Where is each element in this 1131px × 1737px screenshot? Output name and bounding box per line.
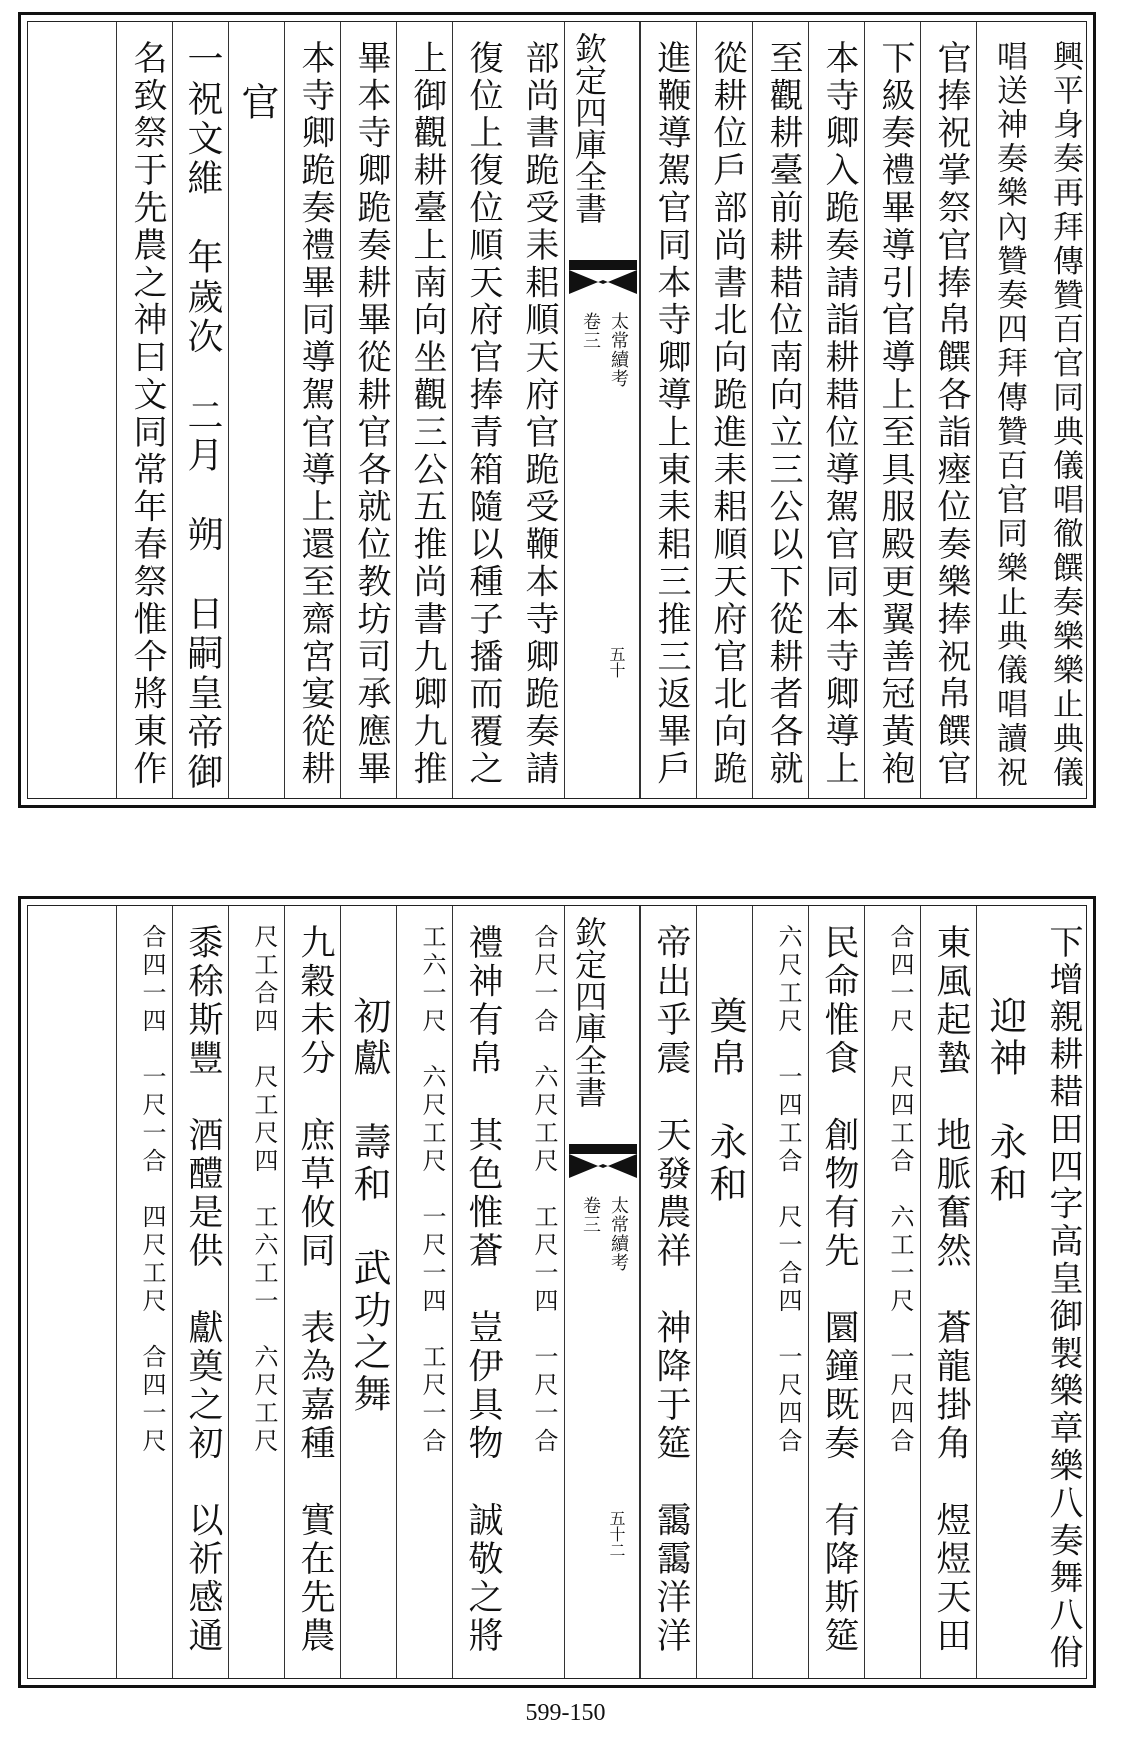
leaf-number: 五十 (607, 646, 626, 678)
text-column: 初獻 壽和 武功之舞 (340, 906, 396, 1678)
text-column: 進鞭導駕官同本寺卿導上東耒耜三推三返畢戶 (640, 22, 696, 798)
leaf-number: 五十二 (607, 1510, 626, 1558)
text-column: 上御觀耕臺上南向坐觀三公五推尚書九卿九推 (396, 22, 452, 798)
page-top (18, 12, 1096, 808)
page-bottom (18, 896, 1096, 1688)
text-column: 官捧祝掌祭官捧帛饌各詣瘞位奏樂捧祝帛饌官 (920, 22, 976, 798)
text-column: 帝出乎震 天發農祥 神降于筵 靄靄洋洋 (640, 906, 696, 1678)
text-column: 合四一尺 尺四工合 六工一尺 一尺四合 (864, 906, 920, 1678)
text-column: 合四一四 一尺一合 四尺工尺 合四一尺 (116, 906, 172, 1678)
volume-label: 卷三 (580, 1196, 601, 1234)
text-column: 九穀未分 庶草攸同 表為嘉種 實在先農 (284, 906, 340, 1678)
text-column: 從耕位戶部尚書北向跪進耒耜順天府官北向跪 (696, 22, 752, 798)
text-column: 工六一尺 六尺工尺 一尺一四 工尺一合 (396, 906, 452, 1678)
section-title: 太常續考 (608, 1196, 629, 1272)
text-column: 畢本寺卿跪奏耕畢從耕官各就位教坊司承應畢 (340, 22, 396, 798)
book-title: 欽定四庫全書 (570, 916, 608, 1108)
fishtail-ornament (569, 260, 637, 294)
text-column: 復位上復位順天府官捧青箱隨以種子播而覆之 (452, 22, 508, 798)
text-column: 奠帛 永和 (696, 906, 752, 1678)
page-top-frame (27, 21, 1087, 799)
center-margin (564, 22, 640, 798)
book-title: 欽定四庫全書 (570, 32, 608, 224)
volume-label: 卷三 (580, 312, 601, 350)
text-column: 黍稌斯豐 酒醴是供 獻奠之初 以祈感通 (172, 906, 228, 1678)
text-column: 禮神有帛 其色惟蒼 豈伊具物 誠敬之將 (452, 906, 508, 1678)
text-column: 官 (228, 22, 284, 798)
text-column: 六尺工尺 一四工合 尺一合四 一尺四合 (752, 906, 808, 1678)
text-column: 一祝文維 年歲次 二月 朔 日嗣皇帝御 (172, 22, 228, 798)
center-margin (564, 906, 640, 1678)
section-title: 太常續考 (608, 312, 629, 388)
text-column: 民命惟食 創物有先 圜鐘既奏 有降斯筵 (808, 906, 864, 1678)
text-column: 名致祭于先農之神曰文同常年春祭惟仐將東作 (116, 22, 172, 798)
text-column: 下增親耕耤田四字高皇御製樂章樂八奏舞八佾 (1043, 924, 1083, 1672)
text-column: 唱送神奏樂內贊奏四拜傳贊百官同樂止典儀唱讀祝 (976, 22, 1032, 798)
text-column: 尺工合四 尺工尺四 工六工一 六尺工尺 (228, 906, 284, 1678)
text-column: 至觀耕臺前耕耤位南向立三公以下從耕者各就 (752, 22, 808, 798)
page-bottom-frame (27, 905, 1087, 1679)
text-column: 部尚書跪受耒耜順天府官跪受鞭本寺卿跪奏請 (519, 40, 559, 788)
text-column: 興平身奏再拜傳贊百官同典儀唱徹饌奏樂樂止典儀 (1047, 40, 1083, 791)
text-column: 迎神 永和 (976, 906, 1032, 1678)
text-column: 本寺卿入跪奏請詣耕耤位導駕官同本寺卿導上 (808, 22, 864, 798)
text-column: 東風起蟄 地脈奮然 蒼龍掛角 煜煜天田 (920, 906, 976, 1678)
text-column: 本寺卿跪奏禮畢同導駕官導上還至齋宮宴從耕 (284, 22, 340, 798)
page-footer-number: 599-150 (525, 1700, 606, 1726)
fishtail-ornament (569, 1144, 637, 1178)
text-column: 下級奏禮畢導引官導上至具服殿更翼善冠黃袍 (864, 22, 920, 798)
text-column: 合尺一合 六尺工尺 工尺一四 一尺一合 (530, 924, 558, 1456)
